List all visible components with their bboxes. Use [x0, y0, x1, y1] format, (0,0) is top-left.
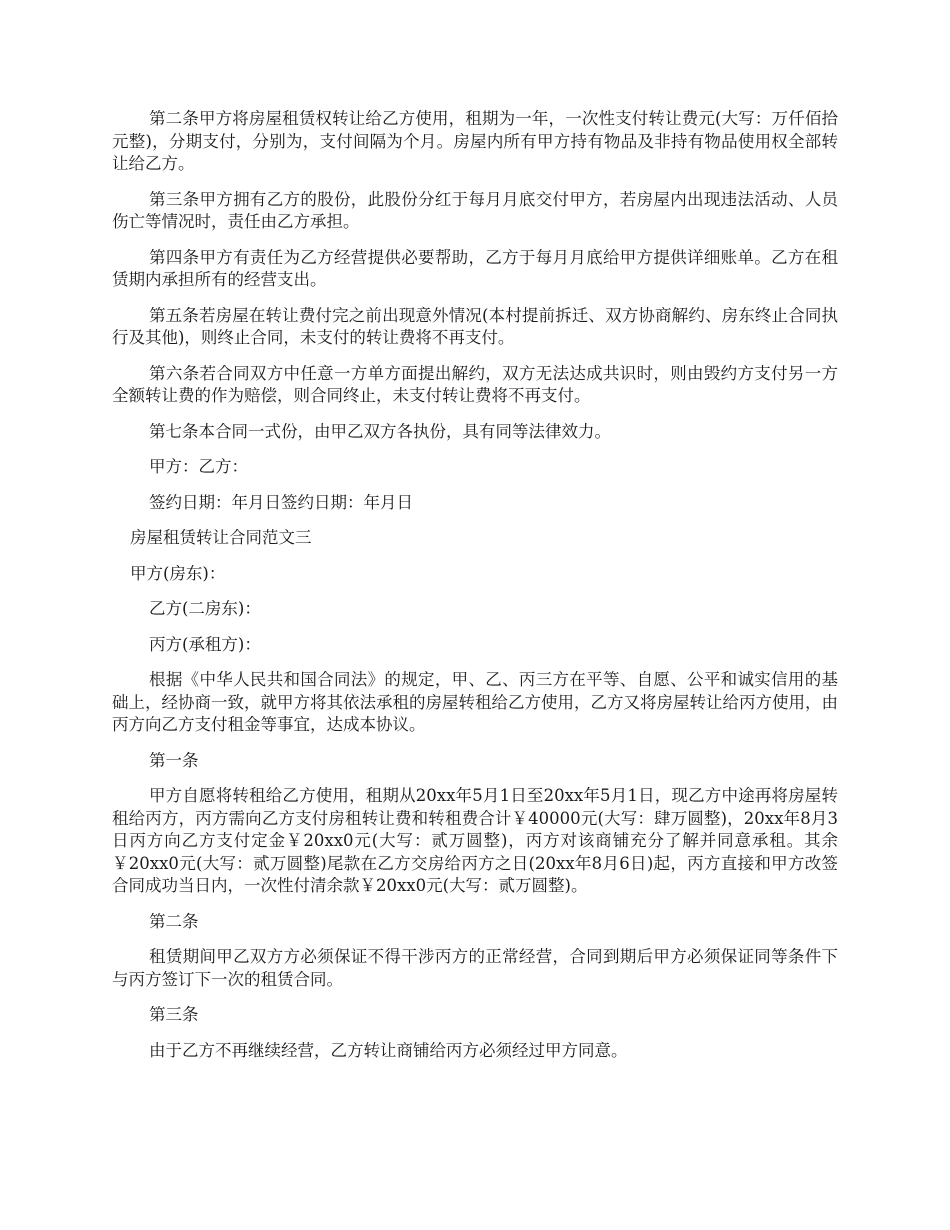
- article-1-heading: 第一条: [149, 750, 199, 770]
- signature-parties-line: 甲方：乙方：: [149, 457, 248, 476]
- article-2-paragraph: 租赁期间甲乙双方方必须保证不得干涉丙方的正常经营，合同到期后甲方必须保证同等条件下与丙方签订下一次的租赁合同。: [112, 947, 838, 989]
- article-3-paragraph: 由于乙方不再继续经营，乙方转让商铺给丙方必须经过甲方同意。: [149, 1040, 628, 1060]
- clause-6-paragraph: 第六条若合同双方中任意一方单方面提出解约，双方无法达成共识时，则由毁约方支付另一方全额转让费的作为赔偿，则合同终止，未支付转让费将不再支付。: [112, 363, 838, 405]
- article-3-heading: 第三条: [149, 1005, 199, 1024]
- clause-4-paragraph: 第四条甲方有责任为乙方经营提供必要帮助，乙方于每月月底给甲方提供详细账单。乙方在租赁期内承担所有的经营支出。: [112, 247, 838, 289]
- clause-5-paragraph: 第五条若房屋在转让费付完之前出现意外情况(本村提前拆迁、双方协商解约、房东终止合同执行及其他)，则终止合同，未支付的转让费将不再支付。: [112, 305, 838, 347]
- party-c-line: 丙方(承租方)：: [149, 634, 261, 654]
- clause-3-paragraph: 第三条甲方拥有乙方的股份，此股份分红于每月月底交付甲方，若房屋内出现违法活动、人员伤亡等情况时，责任由乙方承担。: [112, 189, 838, 231]
- party-a-line: 甲方(房东)：: [130, 563, 226, 583]
- party-b-line: 乙方(二房东)：: [149, 599, 261, 618]
- section-title: 房屋租赁转让合同范文三: [130, 528, 312, 547]
- clause-7-paragraph: 第七条本合同一式份，由甲乙双方各执份，具有同等法律效力。: [149, 421, 611, 441]
- document-body: [112, 108, 838, 1075]
- article-1-paragraph: 甲方自愿将转租给乙方使用，租期从20xx年5月1日至20xx年5月1日，现乙方中途再将房屋转租给丙方，丙方需向乙方支付房租转让费和转租费合计￥40000元(大写：肆万圆整)，20xx年8月3日丙方向乙方支付定金￥20xx0元(大写：贰万圆整)，丙方对该商铺充分了解并同意承租。其余￥20xx0元(大写：贰万圆整)尾款在乙方交房给丙方之日(20xx年8月6日)起，丙方直接和甲方改签合同成功当日内，一次性付清余款￥20xx0元(大写：贰万圆整)。: [112, 786, 838, 895]
- signature-date-line: 签约日期：年月日签约日期：年月日: [149, 492, 413, 512]
- preamble-paragraph: 根据《中华人民共和国合同法》的规定，甲、乙、丙三方在平等、自愿、公平和诚实信用的基础上，经协商一致，就甲方将其依法承租的房屋转租给乙方使用，乙方又将房屋转让给丙方使用，由丙方向乙方支付租金等事宜，达成本协议。: [112, 670, 838, 734]
- clause-2-paragraph: 第二条甲方将房屋租赁权转让给乙方使用，租期为一年，一次性支付转让费元(大写：万仟佰拾元整)，分期支付，分别为，支付间隔为个月。房屋内所有甲方持有物品及非持有物品使用权全部转让给乙方。: [112, 109, 838, 173]
- article-2-heading: 第二条: [149, 911, 199, 931]
